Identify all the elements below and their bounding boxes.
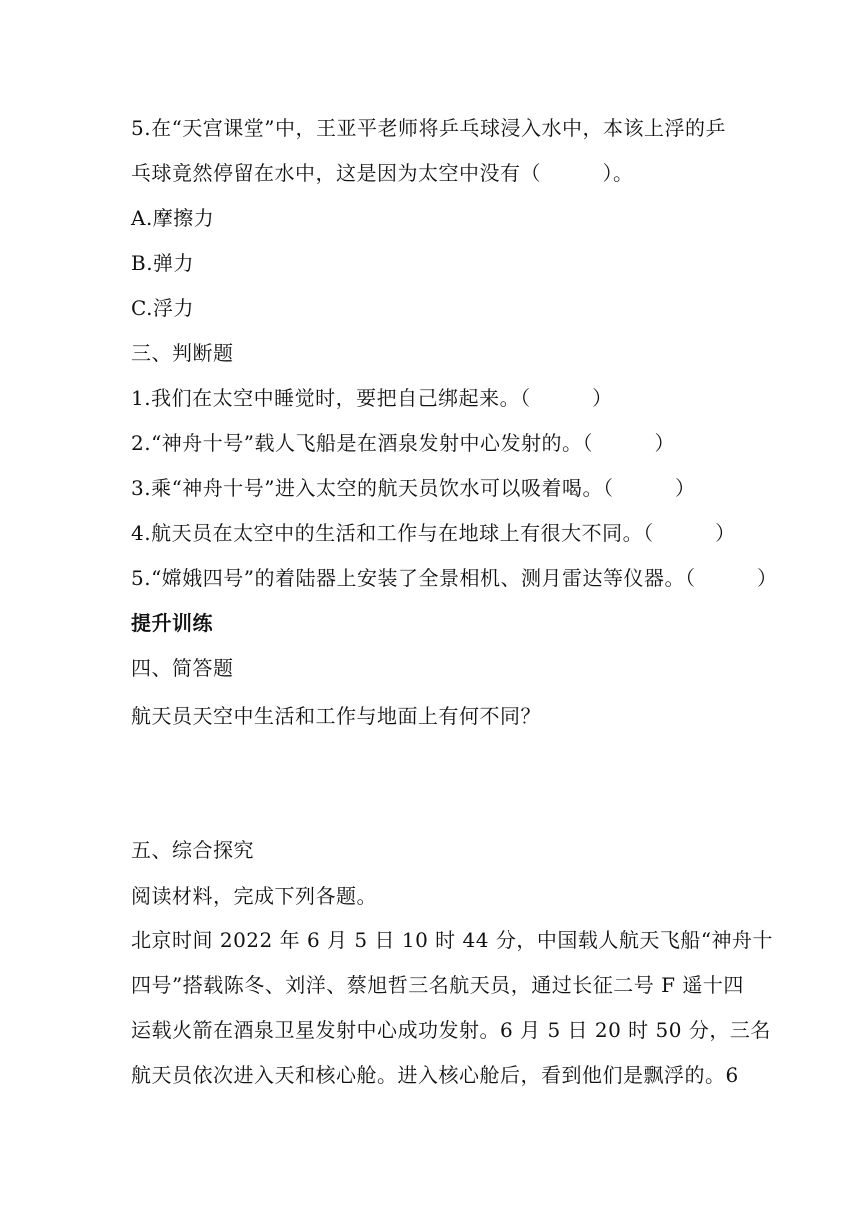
question-5-line-2: 乓球竟然停留在水中，这是因为太空中没有（ ）。 xyxy=(131,161,634,185)
short-answer-question: 航天员天空中生活和工作与地面上有何不同？ xyxy=(131,704,541,728)
training-heading: 提升训练 xyxy=(131,611,213,635)
material-line-3: 运载火箭在酒泉卫星发射中心成功发射。6 月 5 日 20 时 50 分，三名 xyxy=(131,1018,771,1042)
material-line-1: 北京时间 2022 年 6 月 5 日 10 时 44 分，中国载人航天飞船“神舟十 xyxy=(131,928,774,952)
question-5-line-1: 5.在“天宫课堂”中，王亚平老师将乒乓球浸入水中，本该上浮的乒 xyxy=(131,116,727,140)
material-line-2: 四号”搭载陈冬、刘洋、蔡旭哲三名航天员，通过长征二号 F 遥十四 xyxy=(131,973,744,997)
option-a: A.摩擦力 xyxy=(131,206,215,230)
option-c: C.浮力 xyxy=(131,296,194,320)
section-3-heading: 三、判断题 xyxy=(131,341,234,365)
section-5-heading: 五、综合探究 xyxy=(131,838,254,862)
true-false-item-3: 3.乘“神舟十号”进入太空的航天员饮水可以吸着喝。（ ） xyxy=(131,476,696,500)
material-line-4: 航天员依次进入天和核心舱。进入核心舱后，看到他们是飘浮的。6 xyxy=(131,1063,739,1087)
reading-instruction: 阅读材料，完成下列各题。 xyxy=(131,884,377,908)
true-false-item-5: 5.“嫦娥四号”的着陆器上安装了全景相机、测月雷达等仪器。（ ） xyxy=(131,566,778,590)
true-false-item-1: 1.我们在太空中睡觉时，要把自己绑起来。（ ） xyxy=(131,386,613,410)
true-false-item-2: 2.“神舟十号”载人飞船是在酒泉发射中心发射的。（ ） xyxy=(131,431,676,455)
true-false-item-4: 4.航天员在太空中的生活和工作与在地球上有很大不同。（ ） xyxy=(131,521,736,545)
section-4-heading: 四、简答题 xyxy=(131,656,234,680)
option-b: B.弹力 xyxy=(131,251,195,275)
